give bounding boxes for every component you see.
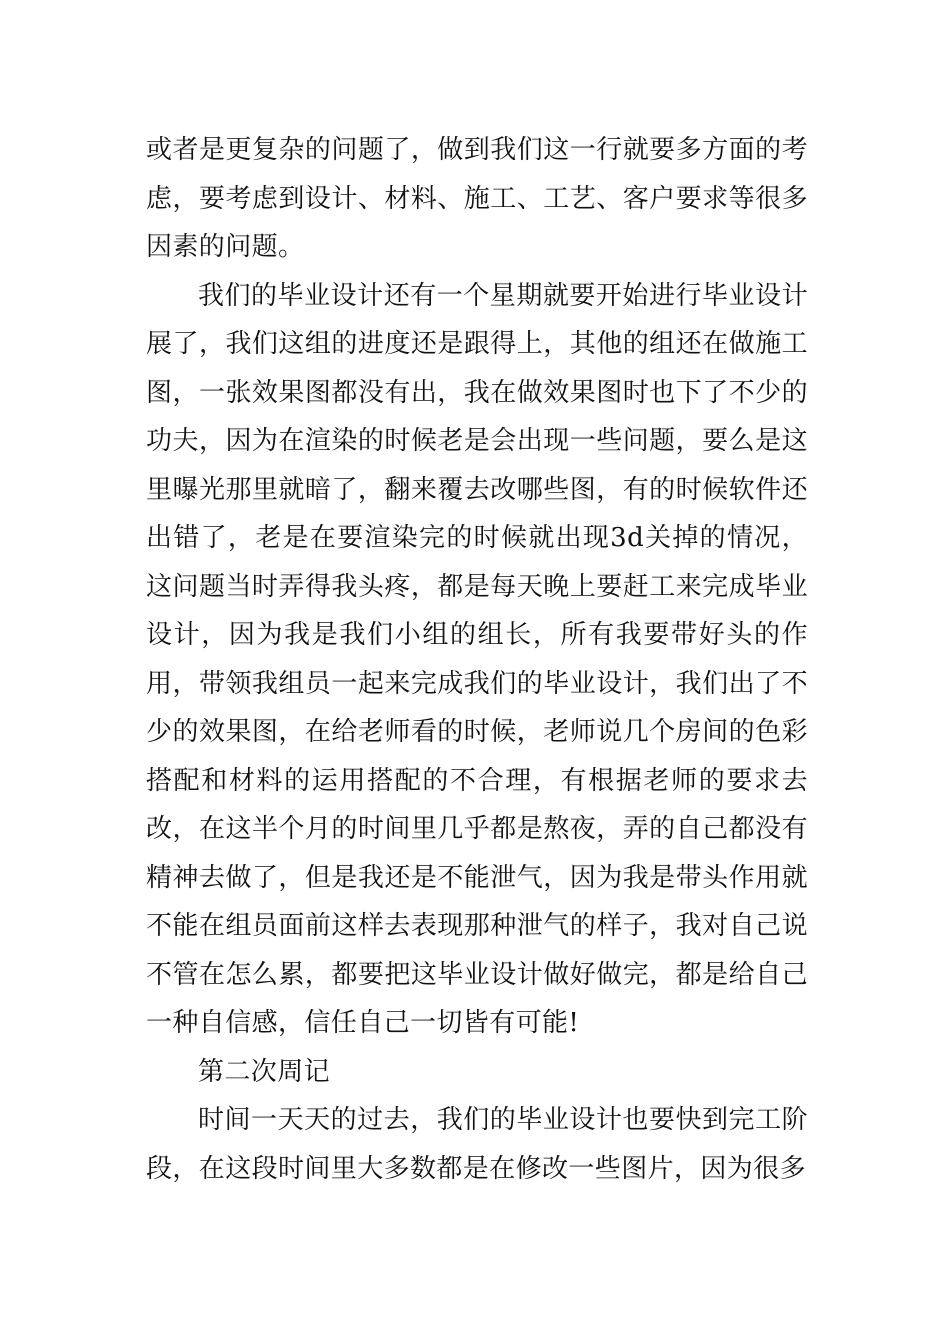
paragraph-time-passing: 时间一天天的过去，我们的毕业设计也要快到完工阶段，在这段时间里大多数都是在修改一些图片，因为很多 — [146, 1105, 808, 1184]
paragraph-graduation-project: 我们的毕业设计还有一个星期就要开始进行毕业设计展了，我们这组的进度还是跟得上，其他的组还在做施工图，一张效果图都没有出，我在做效果图时也下了不少的功夫，因为在渲染的时候老是会出现一些问题，要么是这里曝光那里就暗了，翻来覆去改哪些图，有的时候软件还出错了，老是在要渲染完的时候就出现3d关掉的情况，这问题当时弄得我头疼，都是每天晚上要赶工来完成毕业设计，因为我是我们小组的组长，所有我要带好头的作用，带领我组员一起来完成我们的毕业设计，我们出了不少的效果图，在给老师看的时候，老师说几个房间的色彩搭配和材料的运用搭配的不合理，有根据老师的要求去改，在这半个月的时间里几乎都是熬夜，弄的自己都没有精神去做了，但是我还是不能泄气，因为我是带头作用就不能在组员面前这样去表现那种泄气的样子，我对自己说不管在怎么累，都要把这毕业设计做好做完，都是给自己一种自信感，信任自己一切皆有可能! — [146, 280, 808, 1038]
section-heading-second-weekly-journal: 第二次周记 — [198, 1056, 331, 1087]
paragraph-continuation: 或者是更复杂的问题了，做到我们这一行就要多方面的考虑，要考虑到设计、材料、施工、工艺、客户要求等很多因素的问题。 — [146, 135, 808, 262]
document-body — [146, 126, 808, 1193]
